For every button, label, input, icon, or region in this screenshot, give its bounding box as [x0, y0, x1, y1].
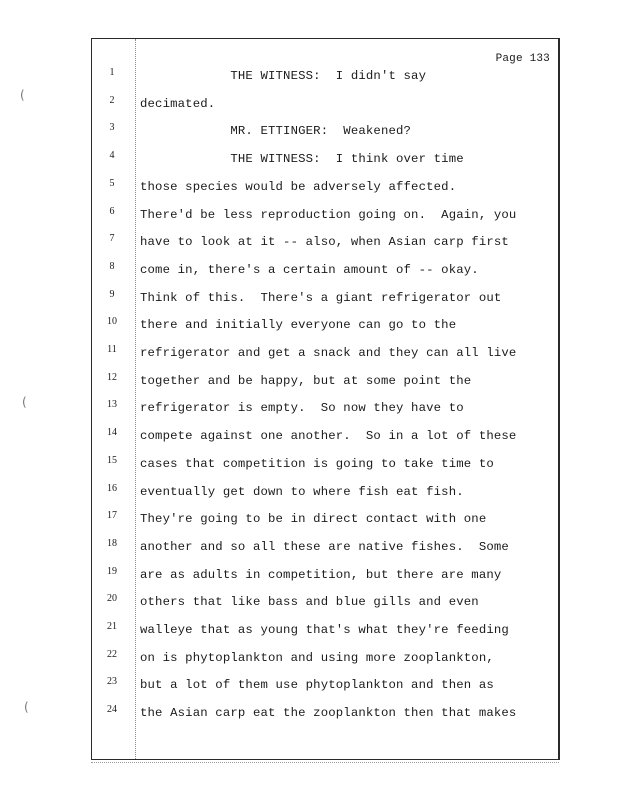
transcript-line: [92, 316, 558, 344]
line-text: compete against one another. So in a lot of these: [140, 429, 517, 444]
transcript-line: [92, 233, 558, 261]
transcript-line: [92, 676, 558, 704]
line-number: 23: [107, 676, 117, 688]
line-text: have to look at it -- also, when Asian carp first: [140, 235, 509, 250]
line-text: Think of this. There's a giant refrigerator out: [140, 290, 502, 305]
line-text: decimated.: [140, 96, 216, 111]
transcript-line: [92, 566, 558, 594]
page-number: Page 133: [495, 53, 550, 65]
line-number: 22: [107, 648, 117, 660]
transcript-line: [92, 483, 558, 511]
transcript-line: [92, 649, 558, 677]
transcript-line: [92, 621, 558, 649]
transcript-line: [92, 510, 558, 538]
transcript-line: [92, 344, 558, 372]
transcript-line: [92, 399, 558, 427]
line-number: 20: [107, 593, 117, 605]
line-text: together and be happy, but at some point the: [140, 373, 472, 388]
margin-mark: (: [20, 88, 25, 102]
line-number: 11: [107, 344, 117, 355]
line-text: eventually get down to where fish eat fish.: [140, 484, 464, 499]
line-number: 10: [107, 316, 117, 328]
line-number: 7: [109, 233, 115, 245]
line-number: 19: [107, 565, 117, 577]
line-text: cases that competition is going to take time to: [140, 456, 494, 471]
line-text: THE WITNESS: I didn't say: [140, 69, 427, 83]
line-number: 14: [107, 427, 117, 439]
line-number: 2: [109, 94, 115, 106]
line-text: others that like bass and blue gills and even: [140, 595, 479, 610]
line-number: 5: [109, 177, 115, 189]
line-text: THE WITNESS: I think over time: [140, 152, 464, 167]
line-text: They're going to be in direct contact with one: [140, 512, 487, 527]
line-text: the Asian carp eat the zooplankton then that makes: [140, 706, 517, 721]
transcript-line: [92, 67, 558, 95]
transcript-line: [92, 593, 558, 621]
line-number: 21: [107, 621, 117, 632]
transcript-line: [92, 178, 558, 206]
line-number: 17: [107, 510, 117, 522]
line-text: MR. ETTINGER: Weakened?: [140, 124, 412, 139]
line-number: 13: [107, 399, 117, 411]
line-number: 12: [107, 371, 117, 383]
line-text: on is phytoplankton and using more zooplankton,: [140, 650, 494, 665]
line-number: 1: [109, 67, 115, 78]
line-number: 16: [107, 482, 117, 494]
transcript-line: [92, 427, 558, 455]
line-text: walleye that as young that's what they're feeding: [140, 623, 509, 637]
line-text: refrigerator and get a snack and they can all live: [140, 346, 517, 360]
line-text: are as adults in competition, but there are many: [140, 567, 502, 582]
transcript-line: [92, 206, 558, 234]
line-number: 24: [107, 704, 117, 716]
line-number: 15: [107, 454, 117, 466]
line-number: 18: [107, 537, 117, 549]
line-text: there and initially everyone can go to the: [140, 318, 457, 333]
transcript-line: [92, 538, 558, 566]
bottom-rule: [91, 762, 559, 763]
line-text: those species would be adversely affected.: [140, 179, 457, 194]
margin-mark: (: [22, 395, 27, 409]
transcript-line: [92, 372, 558, 400]
transcript-line: [92, 704, 558, 732]
line-text: refrigerator is empty. So now they have to: [140, 401, 464, 416]
line-text: but a lot of them use phytoplankton and then as: [140, 678, 494, 693]
line-number: 9: [109, 288, 115, 300]
line-number: 6: [109, 205, 115, 217]
transcript-line: [92, 122, 558, 150]
transcript-line: [92, 289, 558, 317]
line-text: another and so all these are native fishes. Some: [140, 539, 509, 554]
line-text: There'd be less reproduction going on. Again, you: [140, 207, 517, 222]
transcript-line: [92, 261, 558, 289]
transcript-line: [92, 95, 558, 123]
transcript-page: [91, 38, 560, 760]
line-number: 4: [109, 150, 115, 162]
line-number: 8: [109, 260, 115, 272]
transcript-line: [92, 455, 558, 483]
margin-mark: (: [24, 700, 29, 714]
transcript-line: [92, 150, 558, 178]
line-number: 3: [109, 122, 115, 134]
line-text: come in, there's a certain amount of -- okay.: [140, 262, 479, 277]
